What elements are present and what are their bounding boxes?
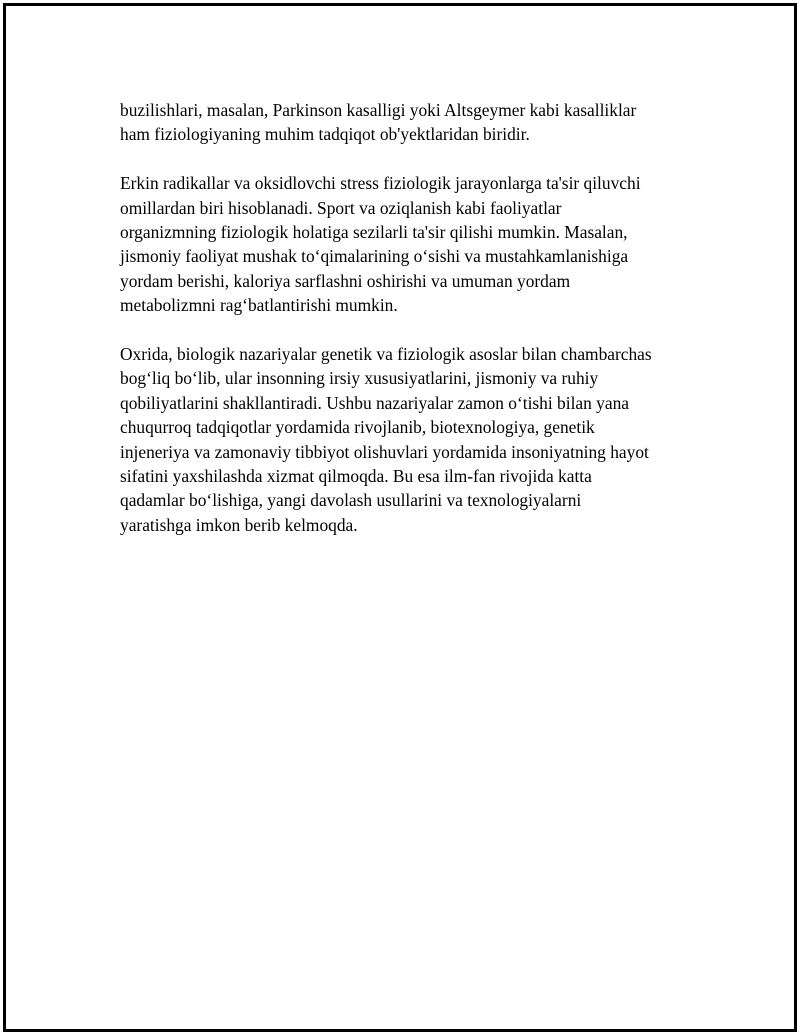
text-line: buzilishlari, masalan, Parkinson kasalligi yoki Altsgeymer kabi kasalliklar [120,100,637,120]
text-line: sifatini yaxshilashda xizmat qilmoqda. Bu esa ilm-fan rivojida katta [120,466,592,487]
paragraph-2 [120,171,700,317]
text-line: ham fiziologiyaning muhim tadqiqot ob'yektlaridan biridir. [120,124,530,145]
text-line: yordam berishi, kaloriya sarflashni oshirishi va umuman yordam [120,270,571,291]
text-line: bog‘liq bo‘lib, ular insonning irsiy xususiyatlarini, jismoniy va ruhiy [120,368,599,389]
text-line: chuqurroq tadqiqotlar yordamida rivojlanib, biotexnologiya, genetik [120,417,595,438]
text-line: organizmning fiziologik holatiga sezilarli ta'sir qilishi mumkin. Masalan, [120,222,628,243]
text-line: qobiliyatlarini shakllantiradi. Ushbu nazariyalar zamon o‘tishi bilan yana [120,392,630,413]
text-line: omillardan biri hisoblanadi. Sport va oziqlanish kabi faoliyatlar [120,197,562,218]
document-page [3,3,797,1032]
paragraph-1 [120,98,700,147]
text-line: injeneriya va zamonaviy tibbiyot olishuvlari yordamida insoniyatning hayot [120,441,649,462]
text-line: qadamlar bo‘lishiga, yangi davolash usullarini va texnologiyalarni [120,490,582,511]
text-line: Oxrida, biologik nazariyalar genetik va fiziologik asoslar bilan chambarchas [120,344,652,365]
text-line: Erkin radikallar va oksidlovchi stress fiziologik jarayonlarga ta'sir qiluvchi [120,173,641,194]
text-line: yaratishga imkon berib kelmoqda. [120,514,358,535]
text-line: metabolizmni rag‘batlantirishi mumkin. [120,295,398,316]
paragraph-3 [120,342,700,537]
text-line: jismoniy faoliyat mushak to‘qimalarining o‘sishi va mustahkamlanishiga [120,246,629,267]
document-body [120,98,700,562]
